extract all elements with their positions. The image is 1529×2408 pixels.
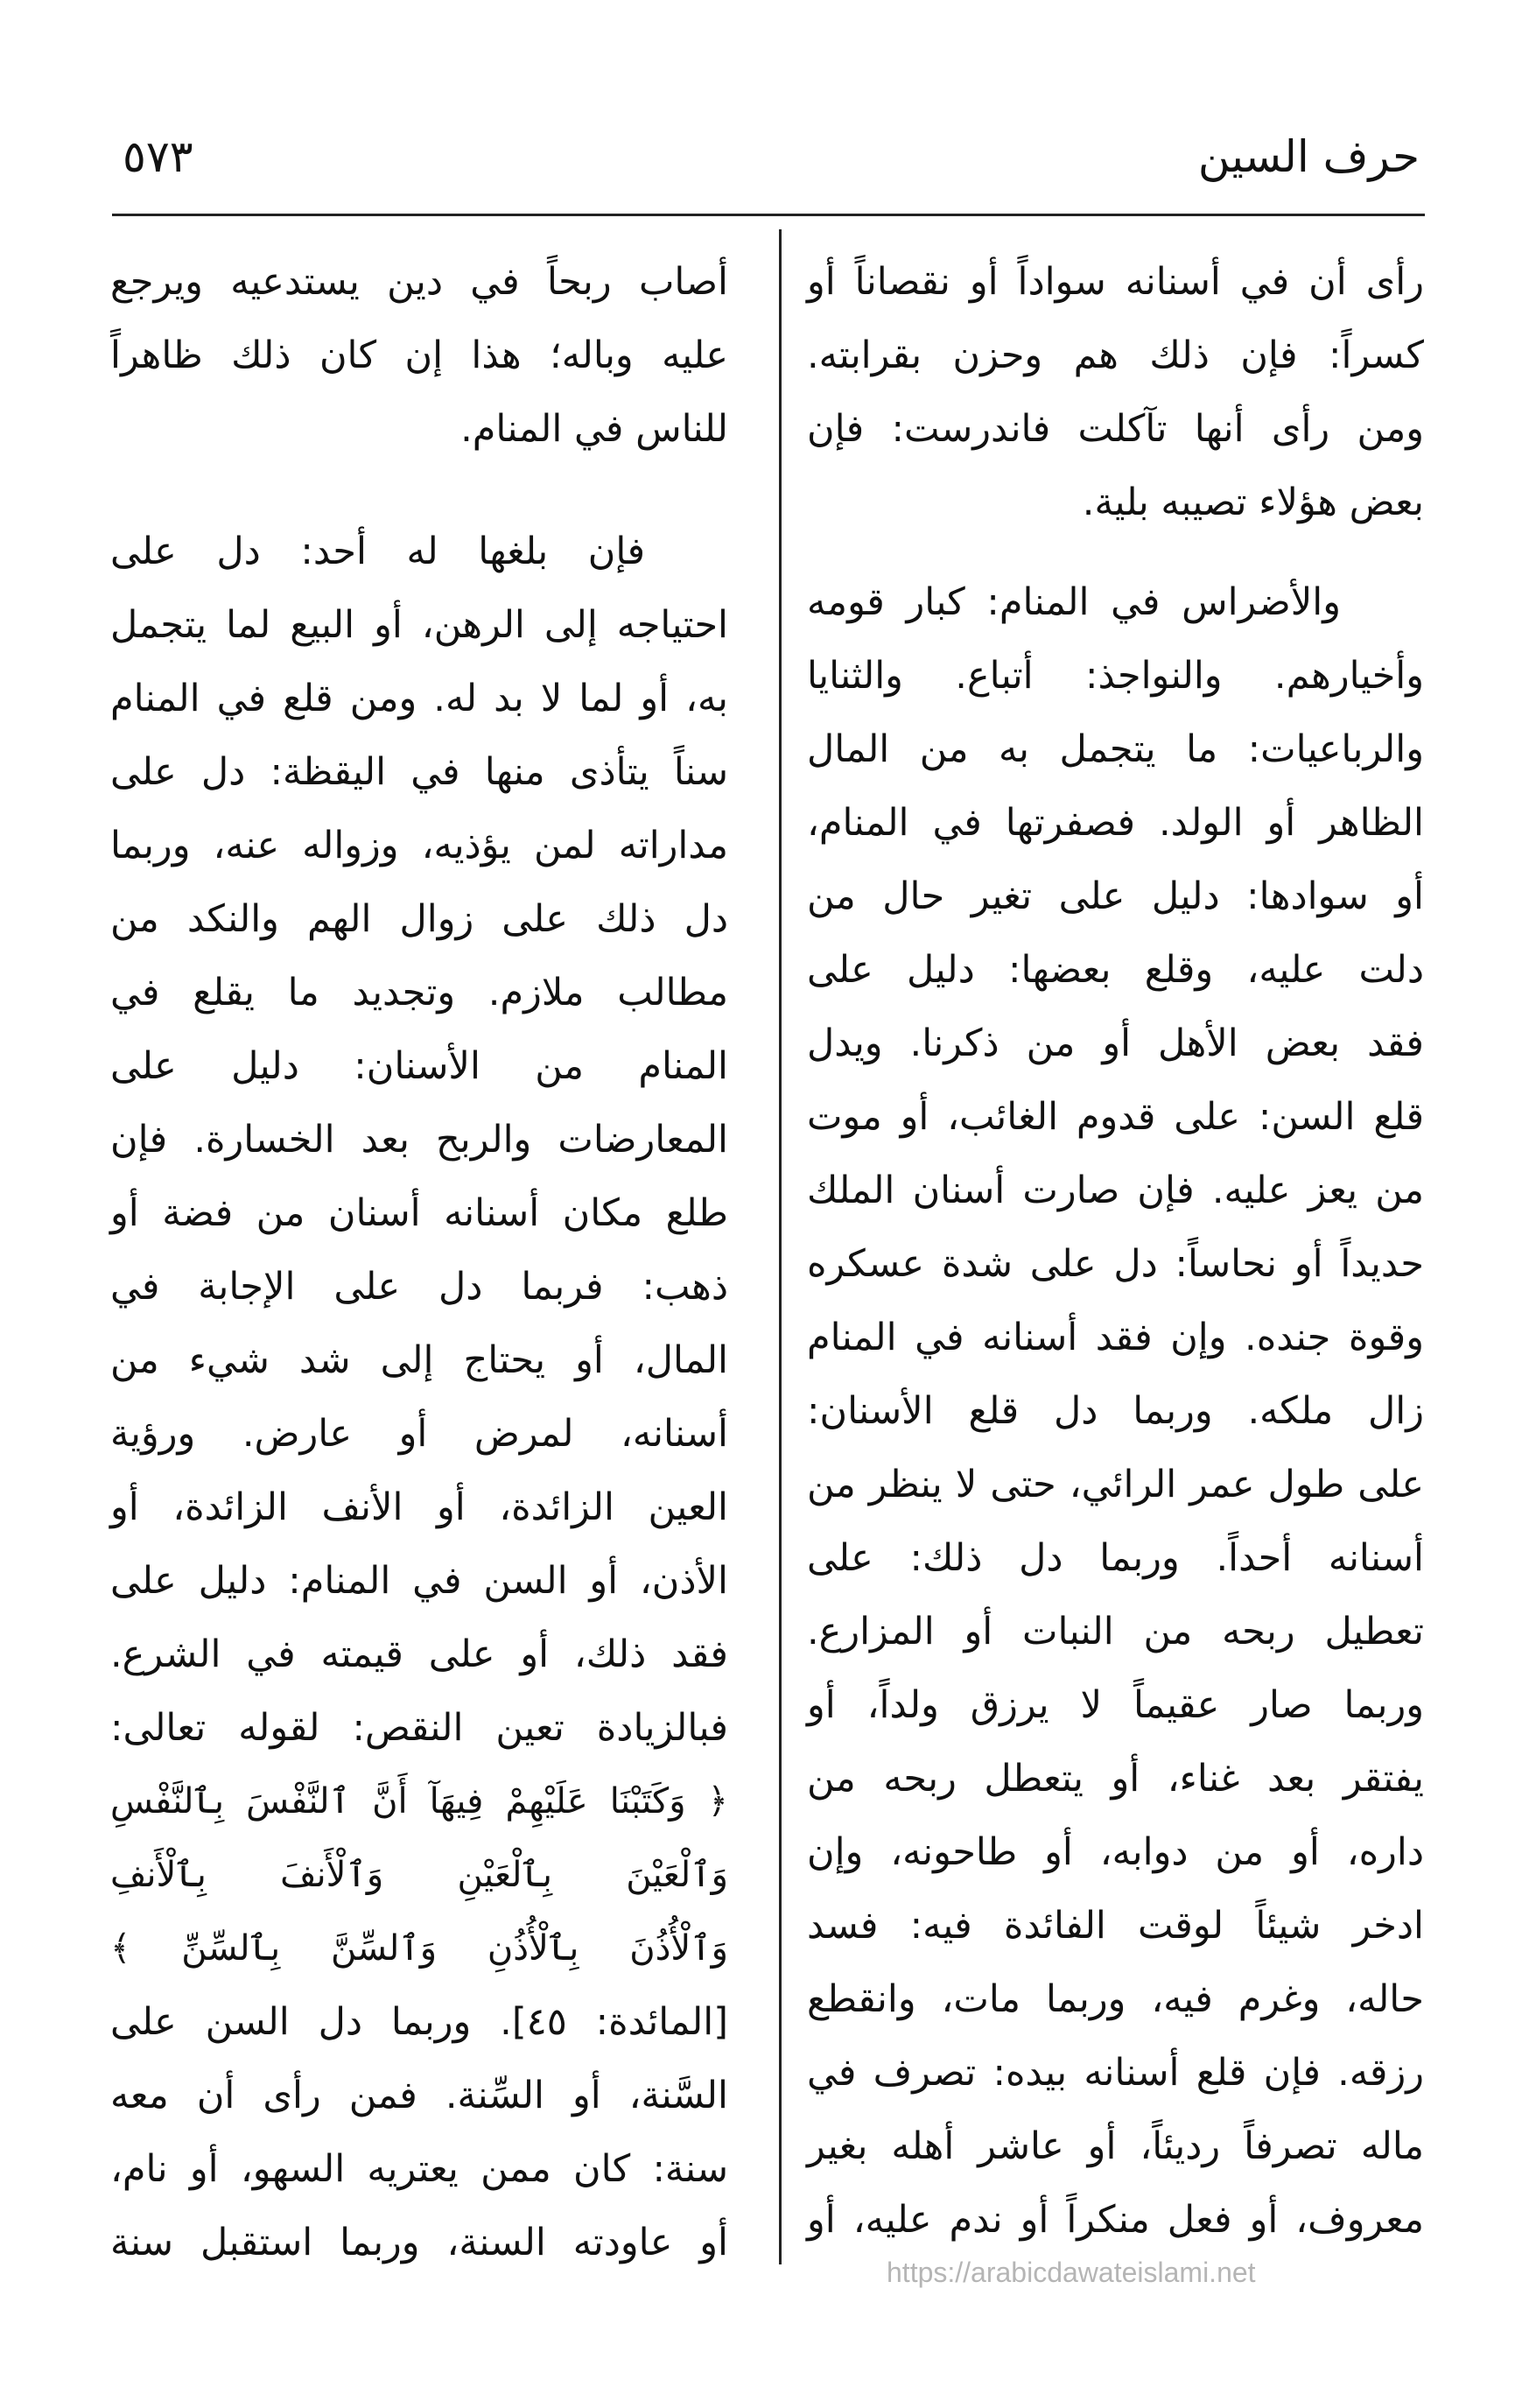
text-line: فقد ذلك، أو على قيمته في الشرع. <box>110 1632 728 1676</box>
text-line: الظاهر أو الولد. فصفرتها في المنام، <box>807 801 1424 845</box>
text-line: أسنانه أحداً. وربما دل ذلك: على <box>807 1536 1424 1580</box>
page-number: ٥٧٣ <box>123 131 193 182</box>
text-line: سناً يتأذى منها في اليقظة: دل على <box>110 750 728 794</box>
text-line: داره، أو من دوابه، أو طاحونه، وإن <box>807 1830 1424 1874</box>
text-line: كسراً: فإن ذلك هم وحزن بقرابته. <box>807 333 1424 377</box>
text-line: ذهب: فربما دل على الإجابة في <box>110 1265 728 1309</box>
paragraph-gap <box>110 466 728 515</box>
text-line: أصاب ربحاً في دين يستدعيه ويرجع <box>110 260 728 304</box>
watermark-url: https://arabicdawateislami.net <box>887 2257 1256 2288</box>
text-line: ومن رأى أنها تآكلت فاندرست: فإن <box>807 407 1424 451</box>
text-line: العين الزائدة، أو الأنف الزائدة، أو <box>110 1485 728 1529</box>
text-line: أو سوادها: دليل على تغير حال من <box>807 874 1424 918</box>
text-line: فإن بلغها له أحد: دل على <box>110 530 645 573</box>
text-line: قلع السن: على قدوم الغائب، أو موت <box>807 1095 1424 1139</box>
text-line: عليه وباله؛ هذا إن كان ذلك ظاهراً <box>110 333 728 377</box>
text-line: الأذن، أو السن في المنام: دليل على <box>110 1559 728 1603</box>
text-line: احتياجه إلى الرهن، أو البيع لما يتجمل <box>110 603 728 647</box>
text-line: ماله تصرفاً رديئاً، أو عاشر أهله بغير <box>807 2124 1424 2168</box>
text-line: ادخر شيئاً لوقت الفائدة فيه: فسد <box>807 1904 1424 1948</box>
text-line: وقوة جنده. وإن فقد أسنانه في المنام <box>807 1316 1424 1359</box>
quran-verse-line: ﴿ وَكَتَبْنَا عَلَيْهِمْ فِيهَآ أَنَّ ٱلنَّفْسَ بِٱلنَّفْسِ <box>110 1781 728 1822</box>
text-line: والأضراس في المنام: كبار قومه <box>807 580 1341 624</box>
text-line: وأخيارهم. والنواجذ: أتباع. والثنايا <box>807 654 1424 698</box>
quran-verse-line: وَٱلْعَيْنَ بِٱلْعَيْنِ وَٱلْأَنفَ بِٱلْأَنفِ <box>110 1855 728 1895</box>
text-line: حديداً أو نحاساً: دل على شدة عسكره <box>807 1242 1424 1286</box>
text-line: بعض هؤلاء تصيبه بلية. <box>1082 481 1424 524</box>
text-line: مداراته لمن يؤذيه، وزواله عنه، وربما <box>110 824 728 867</box>
text-line: حاله، وغرم فيه، وربما مات، وانقطع <box>807 1977 1424 2021</box>
paragraph-gap <box>807 539 1424 565</box>
text-line: رأى أن في أسنانه سواداً أو نقصاناً أو <box>807 260 1424 304</box>
text-line: المنام من الأسنان: دليل على <box>110 1044 728 1088</box>
text-line: مطالب ملازم. وتجديد ما يقلع في <box>110 971 728 1014</box>
text-line: [المائدة: ٤٥]. وربما دل السن على <box>110 2000 728 2044</box>
header-rule <box>112 214 1425 216</box>
text-line: أسنانه، لمرض أو عارض. ورؤية <box>110 1412 728 1456</box>
text-line: به، أو لما لا بد له. ومن قلع في المنام <box>110 677 728 720</box>
text-line: تعطيل ربحه من النبات أو المزارع. <box>807 1610 1424 1653</box>
text-line: السَّنة، أو السِّنة. فمن رأى أن معه <box>110 2074 728 2117</box>
text-line: طلع مكان أسنانه أسنان من فضة أو <box>110 1191 728 1235</box>
text-line: للناس في المنام. <box>460 407 728 451</box>
text-line: فقد بعض الأهل أو من ذكرنا. ويدل <box>807 1021 1424 1065</box>
chapter-title: حرف السين <box>1197 131 1420 182</box>
column-divider <box>779 229 782 2264</box>
text-line: يفتقر بعد غناء، أو يتعطل ربحه من <box>807 1757 1424 1801</box>
text-line: معروف، أو فعل منكراً أو ندم عليه، أو <box>807 2198 1424 2242</box>
text-line: والرباعيات: ما يتجمل به من المال <box>807 727 1424 771</box>
text-line: زال ملكه. وربما دل قلع الأسنان: <box>807 1389 1424 1433</box>
text-line: رزقه. فإن قلع أسنانه بيده: تصرف في <box>807 2051 1424 2095</box>
text-line: فبالزيادة تعين النقص: لقوله تعالى: <box>110 1706 728 1750</box>
right-column <box>807 245 1424 2257</box>
text-line: على طول عمر الرائي، حتى لا ينظر من <box>807 1463 1424 1506</box>
text-line: دل ذلك على زوال الهم والنكد من <box>110 897 728 941</box>
text-line: المال، أو يحتاج إلى شد شيء من <box>110 1338 728 1382</box>
quran-verse-line: وَٱلْأُذُنَ بِٱلْأُذُنِ وَٱلسِّنَّ بِٱلسِّنِّ ﴾ <box>110 1928 728 1969</box>
text-line: سنة: كان ممن يعتريه السهو، أو نام، <box>110 2147 728 2191</box>
text-line: أو عاودته السنة، وربما استقبل سنة <box>110 2221 728 2264</box>
text-line: دلت عليه، وقلع بعضها: دليل على <box>807 948 1424 992</box>
text-line: من يعز عليه. فإن صارت أسنان الملك <box>807 1169 1424 1212</box>
text-line: المعارضات والربح بعد الخسارة. فإن <box>110 1118 728 1162</box>
left-column <box>110 245 728 2279</box>
text-line: وربما صار عقيماً لا يرزق ولداً، أو <box>807 1683 1424 1727</box>
